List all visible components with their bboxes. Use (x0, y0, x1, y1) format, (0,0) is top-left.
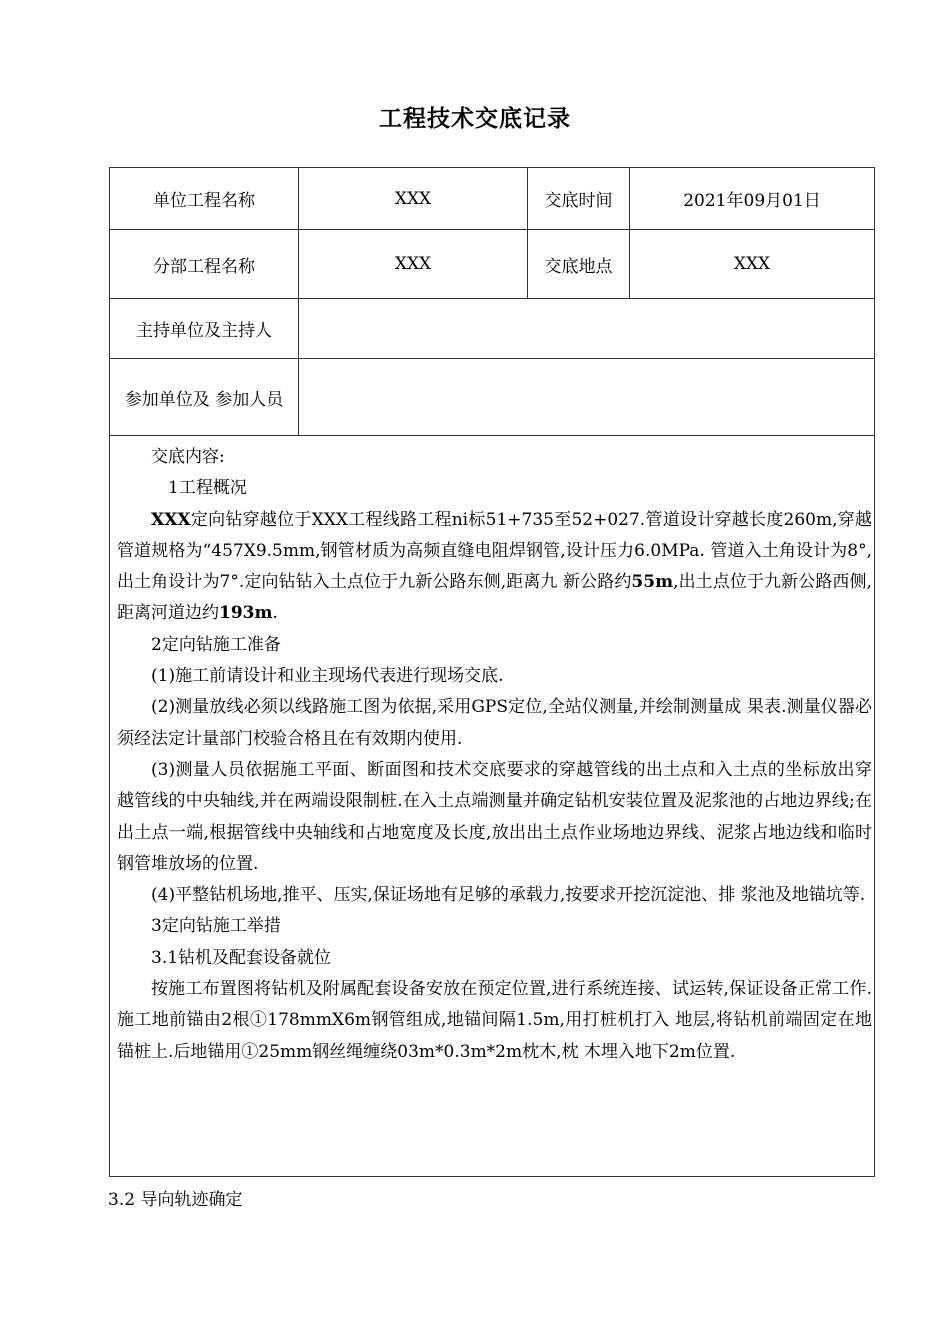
section-1-body (117, 505, 872, 630)
paragraph-text: 定向钻穿越位于XXX工程线路工程ni标51+735至52+027.管道设计穿越长度260m,穿越管道规格为“457X9.5mm,钢管材质为高频直缝电阻焊钢管,设计压力6.0MPa. 管道入土角设计为8°,出土角设计为7°.定向钻钻入土点位于九新公路东侧,距离九 新公路约 (117, 509, 872, 593)
sub-project-value: XXX (299, 230, 528, 299)
time-value: 2021年09月01日 (630, 168, 875, 230)
table-row (110, 168, 875, 230)
host-label: 主持单位及主持人 (110, 299, 299, 359)
bold-text: 55m (631, 572, 674, 593)
section-3-1-title: 3.1钻机及配套设备就位 (151, 947, 332, 968)
section-3-title: 3定向钻施工举措 (151, 916, 281, 937)
host-value (299, 299, 875, 359)
content-heading: 交底内容: (151, 447, 225, 467)
table-row (110, 299, 875, 359)
record-table (109, 167, 875, 1177)
paragraph-text: . (272, 603, 278, 624)
next-section-heading: 3.2 导向轨迹确定 (108, 1190, 243, 1210)
bold-text: XXX (151, 509, 191, 530)
participants-label: 参加单位及 参加人员 (110, 359, 299, 436)
table-row (110, 359, 875, 436)
place-label: 交底地点 (528, 230, 630, 299)
table-row (110, 230, 875, 299)
bold-text: 193m (219, 603, 273, 624)
content-body (110, 436, 874, 1068)
section-2-item-1: (1)施工前请设计和业主现场代表进行现场交底. (151, 666, 504, 687)
paragraph-text: ,出土点位于九新公路西侧,距离河道边约 (117, 572, 873, 624)
sub-project-label: 分部工程名称 (110, 230, 299, 299)
unit-project-label: 单位工程名称 (110, 168, 299, 230)
content-cell (110, 436, 875, 1177)
unit-project-value: XXX (299, 168, 528, 230)
section-2-item-4: (4)平整钻机场地,推平、压实,保证场地有足够的承载力,按要求开挖沉淀池、排 浆池及地锚坑等. (151, 885, 866, 906)
place-value: XXX (630, 230, 875, 299)
page-title: 工程技术交底记录 (379, 106, 571, 132)
time-label: 交底时间 (528, 168, 630, 230)
section-2-item-2: (2)测量放线必须以线路施工图为依据,采用GPS定位,全站仪测量,并绘制测量成 果表.测量仪器必须经法定计量部门校验合格且在有效期内使用. (117, 697, 872, 749)
section-3-1-body: 按施工布置图将钻机及附属配套设备安放在预定位置,进行系统连接、试运转,保证设备正常工作.施工地前锚由2根①178mmX6m钢管组成,地锚间隔1.5m,用打桩机打入 地层,将钻机前端固定在地锚桩上.后地锚用①25mm钢丝绳缠绕03m*0.3m*2m枕木,枕 木埋入地下2m位置. (117, 979, 872, 1062)
table-row (110, 436, 875, 1177)
section-2-title: 2定向钻施工准备 (151, 634, 281, 655)
section-2-item-3: (3)测量人员依据施工平面、断面图和技术交底要求的穿越管线的出土点和入土点的坐标放出穿越管线的中央轴线,并在两端设限制桩.在入土点端测量并确定钻机安装位置及泥浆池的占地边界线;在出土点一端,根据管线中央轴线和占地宽度及长度,放出出土点作业场地边界线、泥浆占地边线和临时钢管堆放场的位置. (117, 759, 872, 874)
section-1-title: 1工程概况 (168, 478, 247, 499)
participants-value (299, 359, 875, 436)
